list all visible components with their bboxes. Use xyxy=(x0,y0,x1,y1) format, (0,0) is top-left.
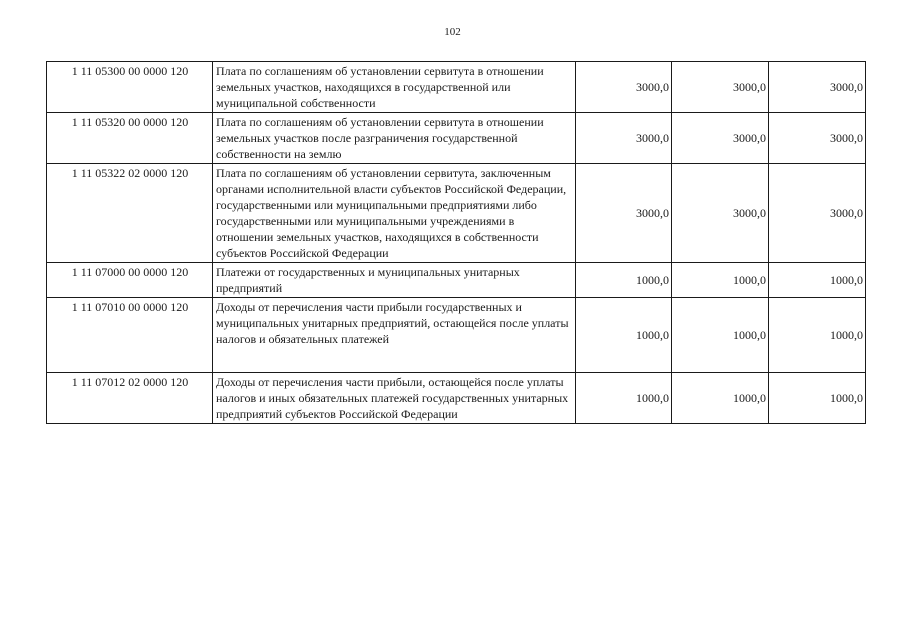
budget-code-cell: 1 11 05322 02 0000 120 xyxy=(47,164,213,263)
budget-code-cell: 1 11 05320 00 0000 120 xyxy=(47,113,213,164)
amount-cell-year-1: 1000,0 xyxy=(576,263,672,298)
amount-cell-year-2: 3000,0 xyxy=(672,113,769,164)
revenue-name-cell: Плата по соглашениям об установлении сервитута, заключенным органами исполнительной власти субъектов Российской Федерации, государственными или муниципальными предприятиями либо государственными или муниципальными учреждениями в отношении земельных участков, находящихся в собственности субъектов Российской Федерации xyxy=(213,164,576,263)
amount-cell-year-3: 1000,0 xyxy=(769,373,866,424)
amount-cell-year-2: 1000,0 xyxy=(672,373,769,424)
table-row xyxy=(47,113,866,164)
amount-cell-year-2: 1000,0 xyxy=(672,298,769,373)
revenue-name-cell: Плата по соглашениям об установлении сервитута в отношении земельных участков, находящихся в государственной или муниципальной собственности xyxy=(213,62,576,113)
amount-cell-year-1: 3000,0 xyxy=(576,113,672,164)
amount-cell-year-1: 3000,0 xyxy=(576,164,672,263)
amount-cell-year-1: 3000,0 xyxy=(576,62,672,113)
page-number: 102 xyxy=(444,26,461,38)
table-row xyxy=(47,62,866,113)
budget-code-cell: 1 11 07010 00 0000 120 xyxy=(47,298,213,373)
amount-cell-year-2: 3000,0 xyxy=(672,164,769,263)
revenue-name-cell: Платежи от государственных и муниципальных унитарных предприятий xyxy=(213,263,576,298)
table-row xyxy=(47,263,866,298)
amount-cell-year-3: 3000,0 xyxy=(769,113,866,164)
budget-code-cell: 1 11 05300 00 0000 120 xyxy=(47,62,213,113)
revenue-name-cell: Плата по соглашениям об установлении сервитута в отношении земельных участков после разграничения государственной собственности на землю xyxy=(213,113,576,164)
amount-cell-year-2: 1000,0 xyxy=(672,263,769,298)
amount-cell-year-3: 1000,0 xyxy=(769,263,866,298)
amount-cell-year-2: 3000,0 xyxy=(672,62,769,113)
amount-cell-year-3: 3000,0 xyxy=(769,62,866,113)
table-row xyxy=(47,373,866,424)
revenue-name-cell: Доходы от перечисления части прибыли, остающейся после уплаты налогов и иных обязательных платежей государственных унитарных предприятий субъектов Российской Федерации xyxy=(213,373,576,424)
revenue-table xyxy=(46,61,866,424)
revenue-name-cell: Доходы от перечисления части прибыли государственных и муниципальных унитарных предприятий, остающейся после уплаты налогов и обязательных платежей xyxy=(213,298,576,373)
amount-cell-year-3: 3000,0 xyxy=(769,164,866,263)
amount-cell-year-1: 1000,0 xyxy=(576,298,672,373)
table-row xyxy=(47,298,866,373)
budget-code-cell: 1 11 07012 02 0000 120 xyxy=(47,373,213,424)
amount-cell-year-3: 1000,0 xyxy=(769,298,866,373)
amount-cell-year-1: 1000,0 xyxy=(576,373,672,424)
budget-code-cell: 1 11 07000 00 0000 120 xyxy=(47,263,213,298)
table-row xyxy=(47,164,866,263)
